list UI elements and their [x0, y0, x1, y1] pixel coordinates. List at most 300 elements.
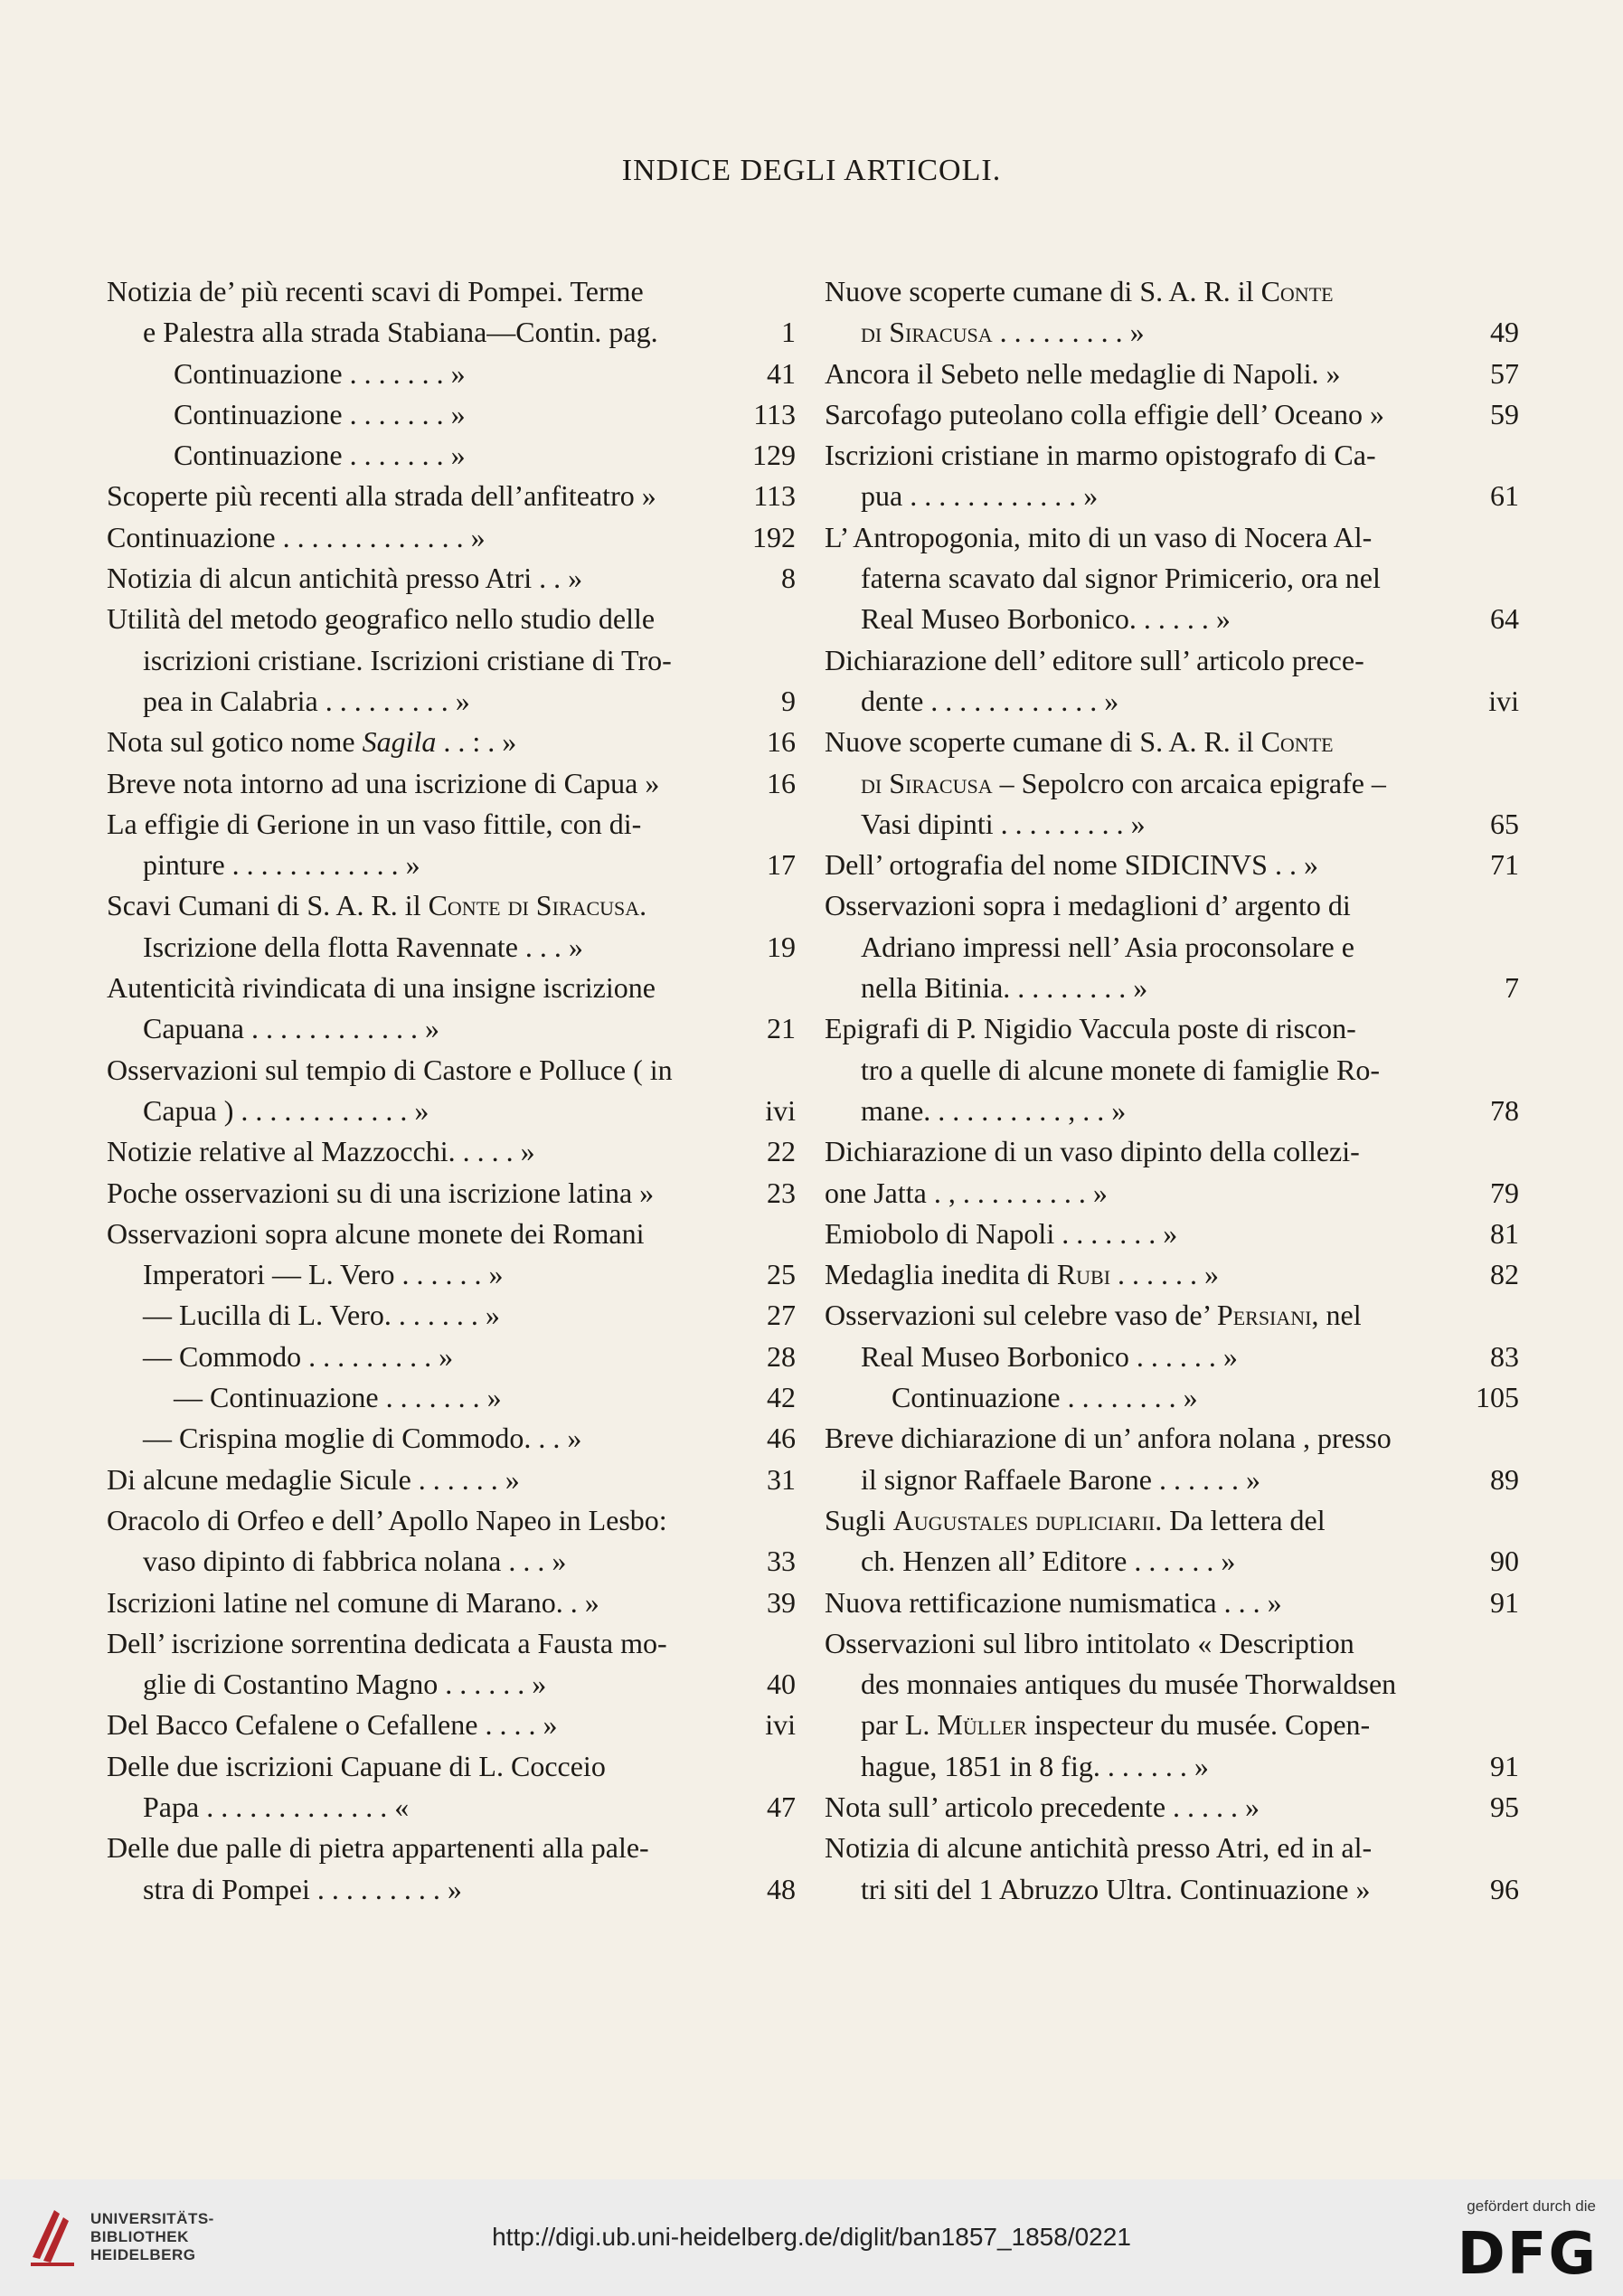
entry-text: Notizia di alcun antichità presso Atri . . » — [107, 562, 583, 595]
entry-text: Capua ) . . . . . . . . . . . . » — [143, 1093, 429, 1127]
entry-page-number: 46 — [767, 1422, 796, 1455]
entry-text: glie di Costantino Magno . . . . . . » — [143, 1668, 547, 1701]
index-entry — [107, 763, 796, 804]
entry-page-number: ivi — [765, 1708, 796, 1742]
index-entry — [825, 1214, 1519, 1254]
entry-text: Epigrafi di P. Nigidio Vaccula poste di riscon- — [825, 1012, 1356, 1045]
entry-text-tail: . . . . . . » — [1110, 1258, 1220, 1291]
entry-page-number: 129 — [752, 439, 796, 472]
entry-page-number: 40 — [767, 1668, 796, 1701]
entry-text: Breve nota intorno ad una iscrizione di Capua » — [107, 766, 660, 799]
entry-page-number: 65 — [1490, 807, 1519, 840]
entry-page-number: 61 — [1490, 479, 1519, 513]
entry-title — [107, 885, 646, 926]
index-entry — [107, 271, 796, 312]
entry-title — [143, 1418, 581, 1459]
entry-title — [107, 804, 641, 845]
entry-text: Di alcune medaglie Sicule . . . . . . » — [107, 1462, 520, 1496]
index-entry — [825, 1337, 1519, 1377]
entry-title — [861, 681, 1118, 722]
entry-title — [107, 1214, 644, 1254]
entry-title — [107, 722, 516, 762]
index-entry — [107, 1214, 796, 1254]
index-entry — [825, 927, 1519, 968]
entry-page-number: 7 — [1505, 971, 1519, 1005]
entry-title — [143, 1008, 439, 1049]
entry-title — [107, 1050, 673, 1091]
entry-page-number: 28 — [767, 1339, 796, 1373]
entry-text: Delle due palle di pietra appartenenti alla pale- — [107, 1831, 649, 1865]
index-entry — [107, 885, 796, 926]
index-entry — [825, 1664, 1519, 1705]
entry-page-number: 59 — [1490, 397, 1519, 430]
index-entry — [107, 1500, 796, 1541]
index-entry — [825, 394, 1519, 435]
entry-title — [825, 435, 1376, 476]
index-entry — [107, 599, 796, 639]
index-entry — [107, 1541, 796, 1582]
entry-page-number: 105 — [1476, 1381, 1519, 1414]
entry-title — [107, 763, 659, 804]
index-entry — [825, 1091, 1519, 1131]
index-entry — [825, 1254, 1519, 1295]
entry-title — [861, 968, 1147, 1008]
index-entry — [825, 1869, 1519, 1910]
entry-text: Dell’ iscrizione sorrentina dedicata a Fausta mo- — [107, 1626, 667, 1659]
entry-text: pinture . . . . . . . . . . . . » — [143, 848, 420, 882]
entry-text: L’ Antropogonia, mito di un vaso di Nocera Al- — [825, 520, 1373, 553]
entry-title — [143, 640, 672, 681]
entry-smallcaps-text: Rubi — [1056, 1258, 1111, 1291]
entry-text: Nuova rettificazione numismatica . . . » — [825, 1585, 1282, 1619]
entry-page-number: 8 — [781, 562, 796, 595]
index-entry — [825, 1787, 1519, 1828]
entry-page-number: 19 — [767, 930, 796, 963]
entry-text: Papa . . . . . . . . . . . . . « — [143, 1790, 410, 1823]
entry-page-number: 23 — [767, 1176, 796, 1209]
entry-text: faterna scavato dal signor Primicerio, ora nel — [861, 562, 1381, 595]
entry-text: Notizie relative al Mazzocchi. . . . . » — [107, 1135, 535, 1168]
entry-title — [825, 1008, 1356, 1049]
entry-page-number: 81 — [1490, 1216, 1519, 1250]
entry-text-tail: inspecteur du musée. Copen- — [1026, 1708, 1371, 1742]
index-entry — [107, 517, 796, 558]
index-entry — [107, 1337, 796, 1377]
index-entry — [825, 845, 1519, 885]
entry-title — [107, 476, 656, 516]
entry-text: Osservazioni sopra i medaglioni d’ argento di — [825, 889, 1351, 922]
entry-title — [861, 763, 1386, 804]
entry-page-number: 33 — [767, 1545, 796, 1578]
entry-title — [107, 1583, 599, 1623]
right-column — [825, 271, 1519, 1910]
index-entry — [107, 312, 796, 353]
entry-smallcaps-text: Augustales dupliciarii — [892, 1503, 1156, 1536]
entry-title — [861, 1091, 1126, 1131]
entry-title — [861, 1746, 1209, 1787]
index-entry — [825, 354, 1519, 394]
entry-title — [143, 1254, 503, 1295]
index-entry — [825, 271, 1519, 312]
index-entry — [825, 763, 1519, 804]
entry-title — [107, 517, 486, 558]
entry-title — [861, 1337, 1238, 1377]
entry-title — [861, 599, 1231, 639]
entry-text: Delle due iscrizioni Capuane di L. Cocceio — [107, 1749, 606, 1782]
entry-text: Iscrizioni cristiane in marmo opistografo di Ca- — [825, 439, 1376, 472]
index-entry — [107, 845, 796, 885]
index-entry — [825, 599, 1519, 639]
entry-title — [107, 1173, 654, 1214]
left-column — [107, 271, 796, 1910]
index-entry — [825, 968, 1519, 1008]
entry-title — [107, 1460, 520, 1500]
entry-text: stra di Pompei . . . . . . . . . » — [143, 1872, 462, 1905]
index-entry — [107, 1377, 796, 1418]
entry-page-number: 22 — [767, 1135, 796, 1168]
entry-text: pua . . . . . . . . . . . . » — [861, 479, 1099, 513]
entry-text: Real Museo Borbonico . . . . . . » — [861, 1339, 1238, 1373]
entry-text: Imperatori — L. Vero . . . . . . » — [143, 1258, 504, 1291]
index-entry — [825, 1500, 1519, 1541]
entry-text: e Palestra alla strada Stabiana—Contin. pag. — [143, 316, 658, 349]
entry-page-number: 39 — [767, 1585, 796, 1619]
entry-text: Continuazione . . . . . . . . » — [892, 1381, 1198, 1414]
entry-smallcaps-text: di Siracusa — [861, 316, 993, 349]
index-entry — [107, 640, 796, 681]
entry-title — [107, 1500, 667, 1541]
library-name-line: BIBLIOTHEK — [90, 2228, 189, 2245]
entry-text: Continuazione . . . . . . . » — [174, 356, 466, 390]
index-entry — [825, 1828, 1519, 1868]
permalink-url[interactable]: http://digi.ub.uni-heidelberg.de/diglit/ban1857_1858/0221 — [492, 2223, 1131, 2251]
entry-title — [825, 1131, 1360, 1172]
entry-text: Continuazione . . . . . . . » — [174, 439, 466, 472]
entry-text: Dell’ ortografia del nome SIDICINVS . . » — [825, 848, 1318, 882]
entry-text: Nuove scoperte cumane di S. A. R. il — [825, 725, 1261, 759]
index-entry — [825, 1418, 1519, 1459]
entry-title — [143, 1664, 546, 1705]
entry-text: Medaglia inedita di — [825, 1258, 1057, 1291]
entry-title — [825, 271, 1334, 312]
entry-title — [174, 354, 466, 394]
index-entry — [107, 1295, 796, 1336]
index-entry — [825, 1623, 1519, 1664]
entry-title — [107, 968, 656, 1008]
entry-text: Autenticità rivindicata di una insigne iscrizione — [107, 971, 656, 1005]
entry-title — [861, 1541, 1235, 1582]
index-entry — [107, 1091, 796, 1131]
entry-page-number: ivi — [1488, 684, 1519, 717]
page-title: INDICE DEGLI ARTICOLI. — [621, 154, 1002, 187]
index-entry — [825, 722, 1519, 762]
entry-title — [825, 1254, 1219, 1295]
entry-text: Emiobolo di Napoli . . . . . . . » — [825, 1216, 1178, 1250]
index-entry — [107, 1664, 796, 1705]
entry-page-number: 96 — [1490, 1872, 1519, 1905]
entry-title — [861, 1869, 1370, 1910]
entry-title — [143, 1337, 453, 1377]
entry-text: Adriano impressi nell’ Asia proconsolare e — [861, 930, 1354, 963]
entry-text: Continuazione . . . . . . . » — [174, 397, 466, 430]
entry-title — [861, 476, 1098, 516]
entry-text-tail: , nel — [1311, 1299, 1362, 1332]
entry-page-number: 113 — [753, 479, 796, 513]
index-entry — [107, 558, 796, 599]
entry-text: Iscrizioni latine nel comune di Marano. . » — [107, 1585, 599, 1619]
entry-text: des monnaies antiques du musée Thorwaldsen — [861, 1668, 1397, 1701]
entry-smallcaps-text: Conte di Siracusa — [428, 889, 640, 922]
entry-title — [861, 804, 1146, 845]
entry-page-number: 57 — [1490, 356, 1519, 390]
entry-title — [143, 1869, 462, 1910]
entry-title — [107, 558, 582, 599]
entry-text: Del Bacco Cefalene o Cefallene . . . . » — [107, 1708, 558, 1742]
index-entry — [107, 681, 796, 722]
index-entry — [825, 1460, 1519, 1500]
entry-title — [825, 517, 1372, 558]
entry-page-number: 27 — [767, 1299, 796, 1332]
entry-text: Nota sull’ articolo precedente . . . . . » — [825, 1790, 1260, 1823]
entry-text: Osservazioni sul celebre vaso de’ — [825, 1299, 1217, 1332]
index-entry — [825, 804, 1519, 845]
entry-title — [174, 394, 466, 435]
index-entry — [107, 394, 796, 435]
entry-text-tail: . Da lettera del — [1155, 1503, 1326, 1536]
entry-text: ch. Henzen all’ Editore . . . . . . » — [861, 1545, 1236, 1578]
entry-text: tri siti del 1 Abruzzo Ultra. Continuazione » — [861, 1872, 1371, 1905]
entry-text: pea in Calabria . . . . . . . . . » — [143, 684, 470, 717]
entry-page-number: 49 — [1490, 316, 1519, 349]
entry-text: dente . . . . . . . . . . . . » — [861, 684, 1119, 717]
entry-page-number: 82 — [1490, 1258, 1519, 1291]
index-entry — [825, 1705, 1519, 1745]
entry-title — [892, 1377, 1198, 1418]
entry-page-number: 83 — [1490, 1339, 1519, 1373]
entry-smallcaps-text: Persiani — [1216, 1299, 1312, 1332]
entry-page-number: ivi — [765, 1093, 796, 1127]
entry-title — [107, 1828, 649, 1868]
entry-text: Iscrizione della flotta Ravennate . . . » — [143, 930, 583, 963]
entry-text: Nuove scoperte cumane di S. A. R. il — [825, 275, 1261, 307]
entry-text: Breve dichiarazione di un’ anfora nolana , presso — [825, 1422, 1392, 1455]
index-entry — [107, 722, 796, 762]
index-entry — [825, 1050, 1519, 1091]
entry-text: Capuana . . . . . . . . . . . . » — [143, 1012, 439, 1045]
entry-page-number: 41 — [767, 356, 796, 390]
entry-text: — Commodo . . . . . . . . . » — [143, 1339, 454, 1373]
entry-page-number: 25 — [767, 1258, 796, 1291]
entry-text-tail: . . : . » — [436, 725, 517, 759]
entry-text: Notizia de’ più recenti scavi di Pompei. Terme — [107, 275, 644, 307]
library-name-line: HEIDELBERG — [90, 2246, 196, 2263]
index-entry — [107, 1173, 796, 1214]
entry-text: Scavi Cumani di S. A. R. il — [107, 889, 429, 922]
entry-title — [143, 1541, 566, 1582]
entry-smallcaps-text: di Siracusa — [861, 766, 993, 799]
index-entry — [825, 1131, 1519, 1172]
entry-text: Ancora il Sebeto nelle medaglie di Napoli. » — [825, 356, 1341, 390]
entry-page-number: 16 — [767, 725, 796, 759]
entry-page-number: 89 — [1490, 1462, 1519, 1496]
index-entry — [107, 1787, 796, 1828]
index-entry — [107, 1746, 796, 1787]
index-entry — [107, 476, 796, 516]
entry-text: Continuazione . . . . . . . . . . . . . » — [107, 520, 486, 553]
index-entry — [107, 1460, 796, 1500]
index-entry — [107, 968, 796, 1008]
entry-page-number: 91 — [1490, 1749, 1519, 1782]
entry-text: Osservazioni sul libro intitolato « Description — [825, 1626, 1354, 1659]
entry-title — [107, 1705, 557, 1745]
entry-page-number: 113 — [753, 397, 796, 430]
entry-text: nella Bitinia. . . . . . . . . » — [861, 971, 1148, 1005]
entry-title — [107, 599, 655, 639]
entry-title — [825, 640, 1364, 681]
index-entry — [825, 558, 1519, 599]
entry-title — [825, 885, 1351, 926]
index-entry — [825, 517, 1519, 558]
entry-page-number: 71 — [1490, 848, 1519, 882]
entry-title — [107, 1746, 606, 1787]
index-entry — [107, 1131, 796, 1172]
entry-title — [143, 927, 583, 968]
entry-page-number: 1 — [781, 316, 796, 349]
index-entry — [825, 885, 1519, 926]
entry-title — [861, 1664, 1396, 1705]
entry-title — [825, 1787, 1260, 1828]
entry-page-number: 31 — [767, 1462, 796, 1496]
entry-title — [174, 1377, 502, 1418]
entry-text: Dichiarazione di un vaso dipinto della collezi- — [825, 1135, 1360, 1168]
entry-page-number: 47 — [767, 1790, 796, 1823]
index-entry — [825, 681, 1519, 722]
index-entry — [825, 435, 1519, 476]
entry-text: Scoperte più recenti alla strada dell’anfiteatro » — [107, 479, 656, 513]
entry-text-tail: – Sepolcro con arcaica epigrafe – — [992, 766, 1386, 799]
entry-text: one Jatta . , . . . . . . . . . » — [825, 1176, 1108, 1209]
entry-title — [825, 1500, 1326, 1541]
entry-title — [825, 722, 1334, 762]
entry-text: tro a quelle di alcune monete di famiglie Ro- — [861, 1053, 1381, 1086]
index-entry — [825, 1541, 1519, 1582]
index-entry — [107, 1254, 796, 1295]
index-entry — [825, 1008, 1519, 1049]
entry-text: Dichiarazione dell’ editore sull’ articolo prece- — [825, 643, 1364, 676]
entry-title — [825, 1828, 1372, 1868]
entry-title — [861, 1050, 1380, 1091]
index-entry — [107, 927, 796, 968]
entry-text-tail: . . . . . . . . . » — [992, 316, 1145, 349]
entry-title — [861, 927, 1354, 968]
dfg-logo: DFG — [1457, 2221, 1598, 2288]
entry-title — [825, 1583, 1282, 1623]
entry-page-number: 48 — [767, 1872, 796, 1905]
entry-title — [861, 1705, 1370, 1745]
entry-page-number: 192 — [752, 520, 796, 553]
entry-text: vaso dipinto di fabbrica nolana . . . » — [143, 1545, 567, 1578]
entry-text: iscrizioni cristiane. Iscrizioni cristiane di Tro- — [143, 643, 672, 676]
entry-title — [861, 1460, 1260, 1500]
entry-title — [143, 1295, 500, 1336]
entry-smallcaps-text: Müller — [937, 1708, 1027, 1742]
index-entry — [825, 476, 1519, 516]
entry-text: Sugli — [825, 1503, 893, 1536]
entry-page-number: 9 — [781, 684, 796, 717]
entry-text: Osservazioni sul tempio di Castore e Polluce ( in — [107, 1053, 673, 1086]
index-entry — [825, 1377, 1519, 1418]
entry-title — [107, 1131, 535, 1172]
entry-page-number: 78 — [1490, 1093, 1519, 1127]
funded-by-text: gefördert durch die — [1467, 2197, 1596, 2215]
entry-title — [825, 1623, 1354, 1664]
index-entry — [107, 1008, 796, 1049]
entry-page-number: 42 — [767, 1381, 796, 1414]
entry-title — [825, 845, 1318, 885]
index-entry — [107, 1828, 796, 1868]
entry-text: — Crispina moglie di Commodo. . . » — [143, 1422, 582, 1455]
entry-text: Sarcofago puteolano colla effigie dell’ Oceano » — [825, 397, 1384, 430]
entry-title — [825, 1173, 1108, 1214]
entry-page-number: 90 — [1490, 1545, 1519, 1578]
entry-title — [143, 1787, 409, 1828]
entry-page-number: 17 — [767, 848, 796, 882]
entry-text: Notizia di alcune antichità presso Atri, ed in al- — [825, 1831, 1373, 1865]
index-entry — [107, 1418, 796, 1459]
entry-title — [825, 1418, 1392, 1459]
entry-page-number: 21 — [767, 1012, 796, 1045]
entry-text: — Continuazione . . . . . . . » — [174, 1381, 502, 1414]
entry-text: mane. . . . . . . . . . , . . » — [861, 1093, 1127, 1127]
entry-text: — Lucilla di L. Vero. . . . . . . » — [143, 1299, 500, 1332]
entry-title — [825, 394, 1384, 435]
entry-title — [143, 312, 658, 353]
index-entry — [825, 640, 1519, 681]
entry-page-number: 16 — [767, 766, 796, 799]
entry-page-number: 95 — [1490, 1790, 1519, 1823]
entry-title — [174, 435, 466, 476]
viewer-footer — [0, 2179, 1623, 2296]
entry-text: hague, 1851 in 8 fig. . . . . . . » — [861, 1749, 1209, 1782]
entry-title — [107, 1623, 667, 1664]
index-entry — [825, 1583, 1519, 1623]
entry-title — [107, 271, 644, 312]
entry-title — [825, 354, 1341, 394]
entry-title — [861, 312, 1145, 353]
index-entry — [107, 1705, 796, 1745]
entry-text: Oracolo di Orfeo e dell’ Apollo Napeo in Lesbo: — [107, 1503, 667, 1536]
entry-page-number: 91 — [1490, 1585, 1519, 1619]
entry-text: Poche osservazioni su di una iscrizione latina » — [107, 1176, 655, 1209]
index-entry — [107, 1869, 796, 1910]
library-name-line: UNIVERSITÄTS- — [90, 2210, 214, 2227]
index-entry — [107, 435, 796, 476]
entry-title — [143, 845, 420, 885]
index-entry — [825, 312, 1519, 353]
index-entry — [825, 1746, 1519, 1787]
entry-text: par L. — [861, 1708, 938, 1742]
index-entry — [107, 1583, 796, 1623]
entry-title — [143, 681, 470, 722]
entry-title — [861, 558, 1381, 599]
entry-text: Utilità del metodo geografico nello studio delle — [107, 602, 656, 636]
index-entry — [107, 354, 796, 394]
entry-smallcaps-text: Conte — [1260, 725, 1334, 759]
entry-text: il signor Raffaele Barone . . . . . . » — [861, 1462, 1260, 1496]
index-entry — [107, 804, 796, 845]
entry-page-number: 64 — [1490, 602, 1519, 636]
entry-italic-text: Sagila — [362, 725, 437, 759]
